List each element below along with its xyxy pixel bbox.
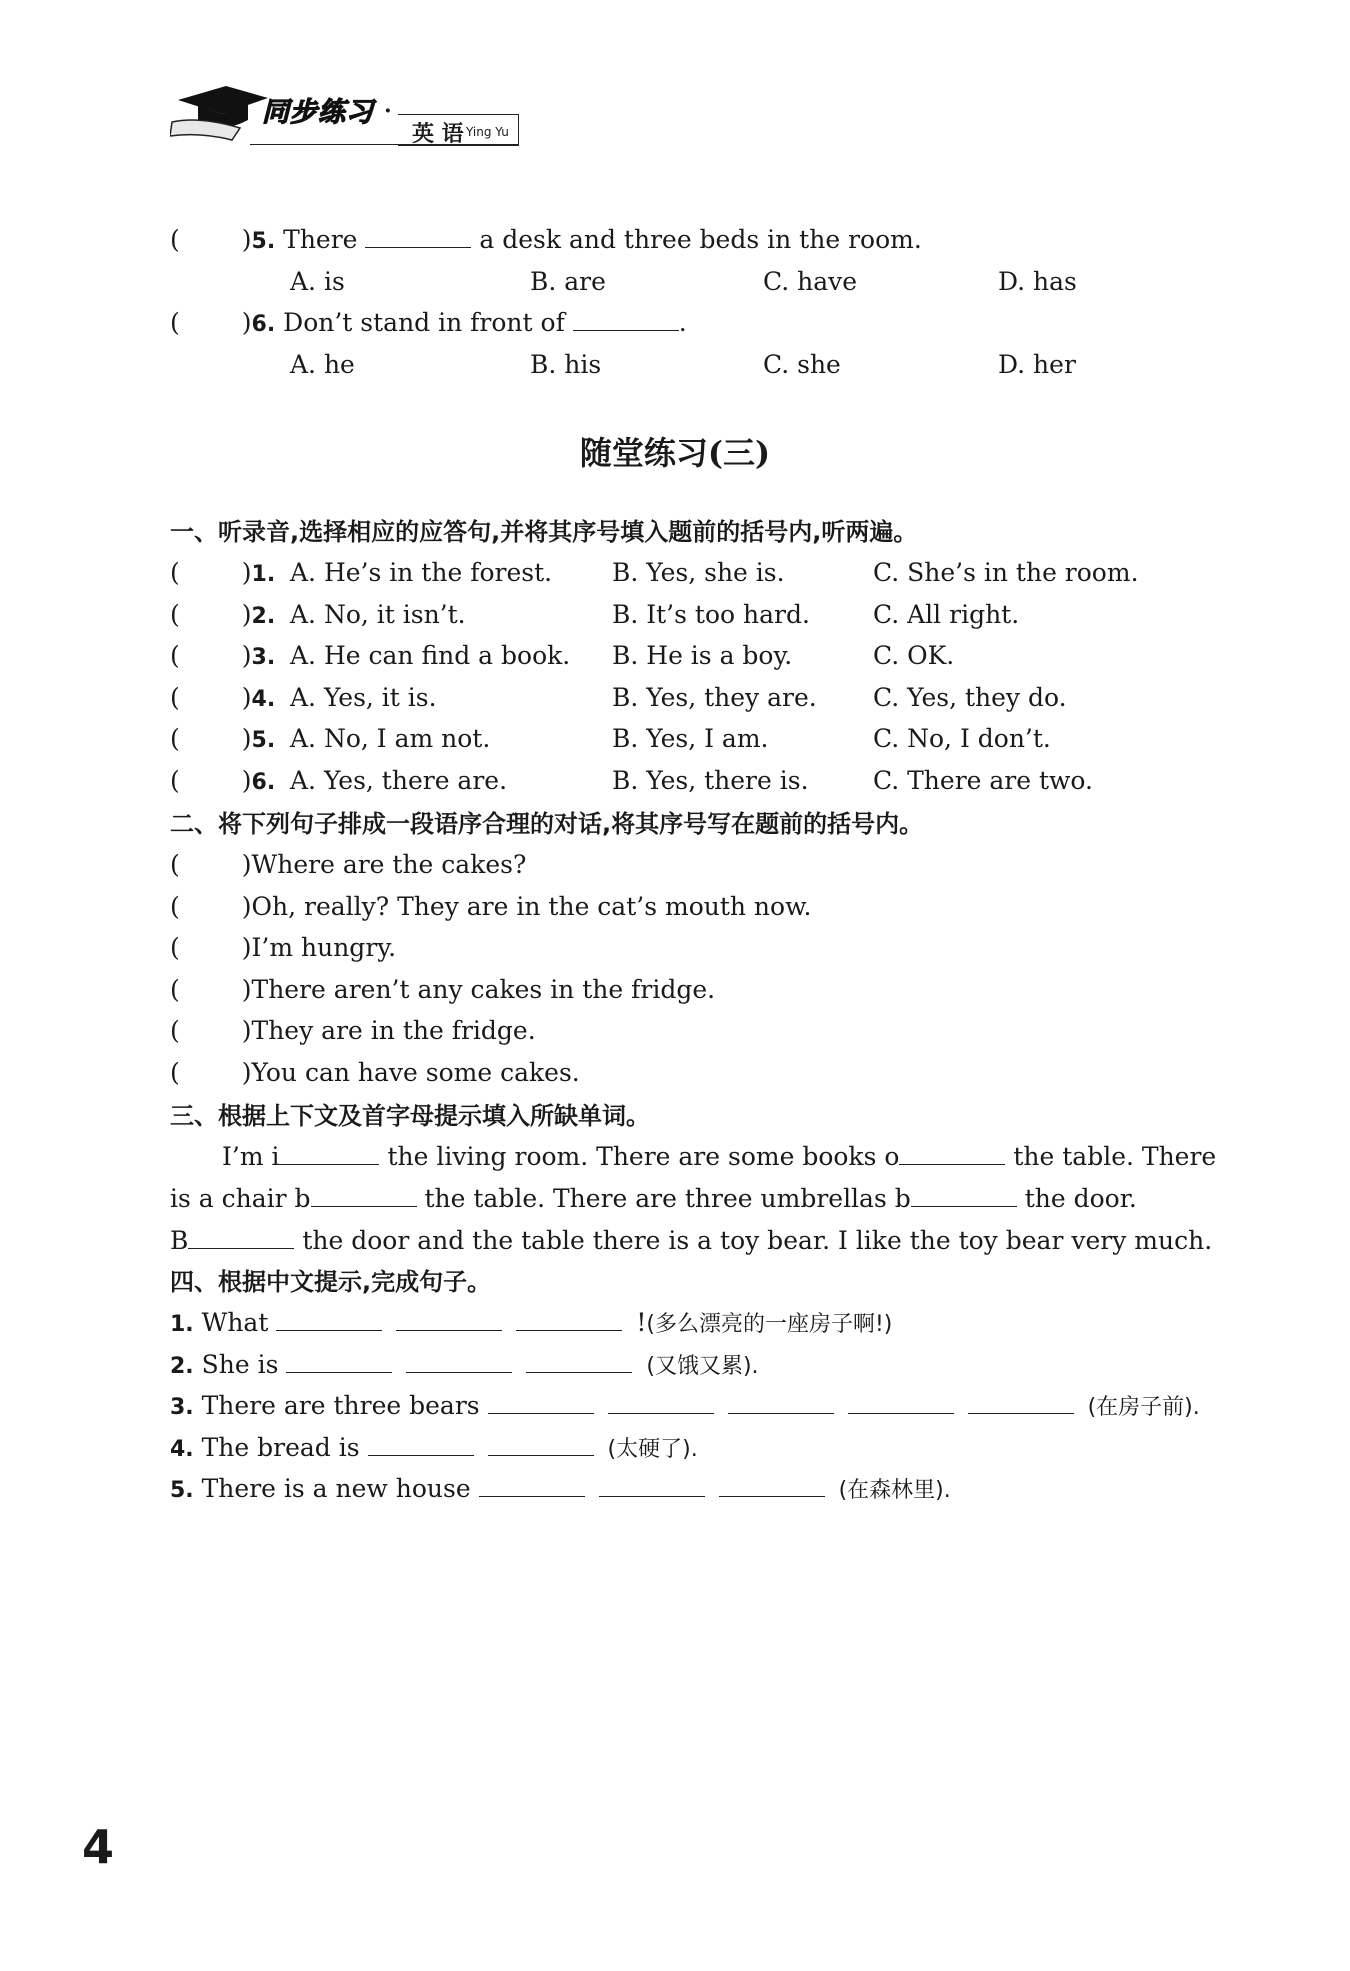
option-c: C. OK. <box>873 641 955 671</box>
answer-paren-close: ) <box>241 933 252 963</box>
question-stem-end: a desk and three beds in the room. <box>479 225 922 254</box>
option-b: B. are <box>530 267 606 296</box>
answer-paren-close: ) <box>241 974 252 1004</box>
option-d: D. her <box>998 350 1076 379</box>
sentence-text: Oh, really? They are in the cat’s mouth now. <box>251 891 812 921</box>
answer-paren-open[interactable]: ( <box>170 558 180 587</box>
answer-blank[interactable] <box>396 1310 502 1331</box>
answer-paren-close: ) <box>241 225 252 254</box>
option-a: A. No, it isn’t. <box>290 599 466 629</box>
option-b: B. Yes, they are. <box>612 682 817 712</box>
section-title: 随堂练习(三) <box>579 434 771 472</box>
page-number: 4 <box>82 1820 115 1874</box>
question-number: 6. <box>251 770 276 795</box>
question-number: 4. <box>170 1436 194 1462</box>
header-dot: · <box>384 98 392 124</box>
dialogue-sentence <box>170 891 811 923</box>
chinese-hint: (又饿又累). <box>646 1353 759 1379</box>
cloze-line-1 <box>222 1141 1216 1173</box>
option-c: C. All right. <box>873 599 1020 629</box>
option-c: C. Yes, they do. <box>873 682 1067 712</box>
cloze-line-3 <box>170 1225 1212 1257</box>
answer-paren-open[interactable]: ( <box>170 1016 180 1046</box>
translation-item <box>170 1432 698 1466</box>
answer-paren-open[interactable]: ( <box>170 891 180 921</box>
option-d: D. has <box>998 267 1077 296</box>
sentence-end: ! <box>636 1308 647 1337</box>
question-number: 5. <box>251 229 276 254</box>
answer-blank[interactable] <box>911 1186 1017 1207</box>
option-a: A. He’s in the forest. <box>290 558 553 587</box>
option-a: A. he <box>290 350 355 379</box>
option-a: A. No, I am not. <box>290 724 491 754</box>
answer-paren-close: ) <box>241 850 252 879</box>
answer-blank[interactable] <box>311 1186 417 1207</box>
sentence-text: The bread is <box>201 1432 360 1462</box>
answer-blank[interactable] <box>848 1393 954 1414</box>
answer-paren-open[interactable]: ( <box>170 974 180 1004</box>
brand-title: 同步练习 <box>262 97 374 128</box>
option-a: A. is <box>290 267 345 296</box>
question-number: 6. <box>251 312 276 337</box>
answer-paren-open[interactable]: ( <box>170 1058 180 1087</box>
question-stem-end: . <box>678 308 687 337</box>
answer-blank[interactable] <box>276 1310 382 1331</box>
sentence-text: She is <box>201 1349 279 1379</box>
answer-paren-close: ) <box>241 766 252 795</box>
answer-paren-close: ) <box>241 1016 252 1046</box>
sentence-text: Where are the cakes? <box>251 850 527 879</box>
cloze-text: the living room. There are some books o <box>387 1142 900 1171</box>
answer-blank[interactable] <box>599 1476 705 1497</box>
option-b: B. Yes, she is. <box>612 558 785 587</box>
answer-paren-open[interactable]: ( <box>170 599 180 629</box>
answer-paren-open[interactable]: ( <box>170 682 180 712</box>
question-prev-6 <box>170 307 687 341</box>
answer-paren-close: ) <box>241 891 252 921</box>
sentence-text: They are in the fridge. <box>251 1016 536 1046</box>
part3-heading: 三、根据上下文及首字母提示填入所缺单词。 <box>170 1102 650 1130</box>
sentence-text: There is a new house <box>201 1474 471 1504</box>
dialogue-sentence <box>170 932 396 964</box>
answer-blank[interactable] <box>968 1393 1074 1414</box>
answer-paren-close: ) <box>241 308 252 337</box>
cloze-line-2 <box>170 1183 1137 1215</box>
answer-paren-open[interactable]: ( <box>170 724 180 754</box>
answer-blank[interactable] <box>608 1393 714 1414</box>
sentence-text: There are three bears <box>201 1391 480 1421</box>
sentence-text: You can have some cakes. <box>251 1058 580 1087</box>
question-number: 2. <box>170 1353 194 1379</box>
listening-item <box>170 765 275 799</box>
answer-paren-close: ) <box>241 558 252 587</box>
cloze-text: B <box>170 1226 189 1255</box>
answer-blank[interactable] <box>719 1476 825 1497</box>
subject-cn: 英 语 <box>412 122 464 147</box>
translation-item <box>170 1390 1200 1424</box>
chinese-hint: (在房子前). <box>1087 1395 1200 1421</box>
question-prev-5 <box>170 224 922 258</box>
option-b: B. It’s too hard. <box>612 599 810 629</box>
answer-paren-close: ) <box>241 682 252 712</box>
part2-heading: 二、将下列句子排成一段语序合理的对话,将其序号写在题前的括号内。 <box>170 810 924 838</box>
answer-blank[interactable] <box>899 1144 1005 1165</box>
translation-item <box>170 1307 892 1341</box>
translation-item <box>170 1473 951 1507</box>
option-b: B. his <box>530 350 602 379</box>
question-number: 2. <box>251 603 276 629</box>
cloze-text: the table. There are three umbrellas b <box>424 1184 911 1213</box>
answer-paren-open[interactable]: ( <box>170 641 180 671</box>
graduation-cap-icon <box>170 78 270 148</box>
option-b: B. He is a boy. <box>612 641 793 671</box>
question-number: 4. <box>251 686 276 712</box>
book-header <box>170 78 520 158</box>
header-rule <box>250 144 518 145</box>
listening-item <box>170 723 275 757</box>
sentence-text: I’m hungry. <box>251 933 397 963</box>
answer-blank[interactable] <box>573 310 679 331</box>
option-a: A. Yes, there are. <box>290 766 508 795</box>
answer-blank[interactable] <box>279 1144 379 1165</box>
option-b: B. Yes, I am. <box>612 724 769 754</box>
translation-item <box>170 1349 759 1383</box>
answer-blank[interactable] <box>479 1476 585 1497</box>
listening-item <box>170 682 275 716</box>
option-c: C. have <box>763 267 858 296</box>
listening-item <box>170 599 275 633</box>
dialogue-sentence <box>170 974 715 1006</box>
answer-blank[interactable] <box>406 1352 512 1373</box>
dialogue-sentence <box>170 849 526 881</box>
sentence-text: There aren’t any cakes in the fridge. <box>251 974 716 1004</box>
answer-paren-open[interactable]: ( <box>170 933 180 963</box>
question-number: 3. <box>251 645 276 671</box>
subject-pinyin: Ying Yu <box>466 125 509 139</box>
cloze-text: the door. <box>1024 1184 1137 1213</box>
option-c: C. she <box>763 350 841 379</box>
answer-blank[interactable] <box>516 1310 622 1331</box>
part1-heading: 一、听录音,选择相应的应答句,并将其序号填入题前的括号内,听两遍。 <box>170 518 918 546</box>
listening-item <box>170 557 275 591</box>
listening-item <box>170 640 275 674</box>
question-number: 3. <box>170 1395 194 1421</box>
answer-blank[interactable] <box>488 1435 594 1456</box>
option-a: A. He can find a book. <box>290 641 571 671</box>
part4-heading: 四、根据中文提示,完成句子。 <box>170 1268 492 1296</box>
subject-box <box>398 114 519 146</box>
sentence-text: What <box>201 1308 269 1337</box>
dialogue-sentence <box>170 1015 536 1047</box>
answer-paren-close: ) <box>241 599 252 629</box>
cloze-text: I’m i <box>222 1142 280 1171</box>
answer-blank[interactable] <box>286 1352 392 1373</box>
cloze-text: the table. There <box>1013 1142 1217 1171</box>
question-number: 1. <box>170 1312 194 1337</box>
question-stem: Don’t stand in front of <box>283 308 565 337</box>
answer-paren-open[interactable]: ( <box>170 850 180 879</box>
answer-blank[interactable] <box>368 1435 474 1456</box>
answer-paren-open[interactable]: ( <box>170 308 180 337</box>
option-c: C. There are two. <box>873 766 1093 795</box>
question-number: 5. <box>170 1478 194 1504</box>
answer-blank[interactable] <box>488 1393 594 1414</box>
question-number: 1. <box>251 562 276 587</box>
option-b: B. Yes, there is. <box>612 766 809 795</box>
dialogue-sentence <box>170 1057 580 1089</box>
answer-paren-close: ) <box>241 724 252 754</box>
option-c: C. She’s in the room. <box>873 558 1139 587</box>
cloze-text: the door and the table there is a toy bear. I like the toy bear very much. <box>302 1226 1213 1255</box>
question-number: 5. <box>251 728 276 754</box>
answer-blank[interactable] <box>526 1352 632 1373</box>
answer-paren-close: ) <box>241 1058 252 1087</box>
question-stem: There <box>283 225 358 254</box>
answer-blank[interactable] <box>365 227 471 248</box>
answer-paren-open[interactable]: ( <box>170 766 180 795</box>
chinese-hint: (多么漂亮的一座房子啊!) <box>646 1312 893 1337</box>
answer-paren-open[interactable]: ( <box>170 225 180 254</box>
answer-paren-close: ) <box>241 641 252 671</box>
option-c: C. No, I don’t. <box>873 724 1051 754</box>
cloze-text: is a chair b <box>170 1184 311 1213</box>
chinese-hint: (太硬了). <box>607 1436 698 1462</box>
answer-blank[interactable] <box>188 1228 294 1249</box>
option-a: A. Yes, it is. <box>290 682 437 712</box>
chinese-hint: (在森林里). <box>838 1478 951 1504</box>
answer-blank[interactable] <box>728 1393 834 1414</box>
